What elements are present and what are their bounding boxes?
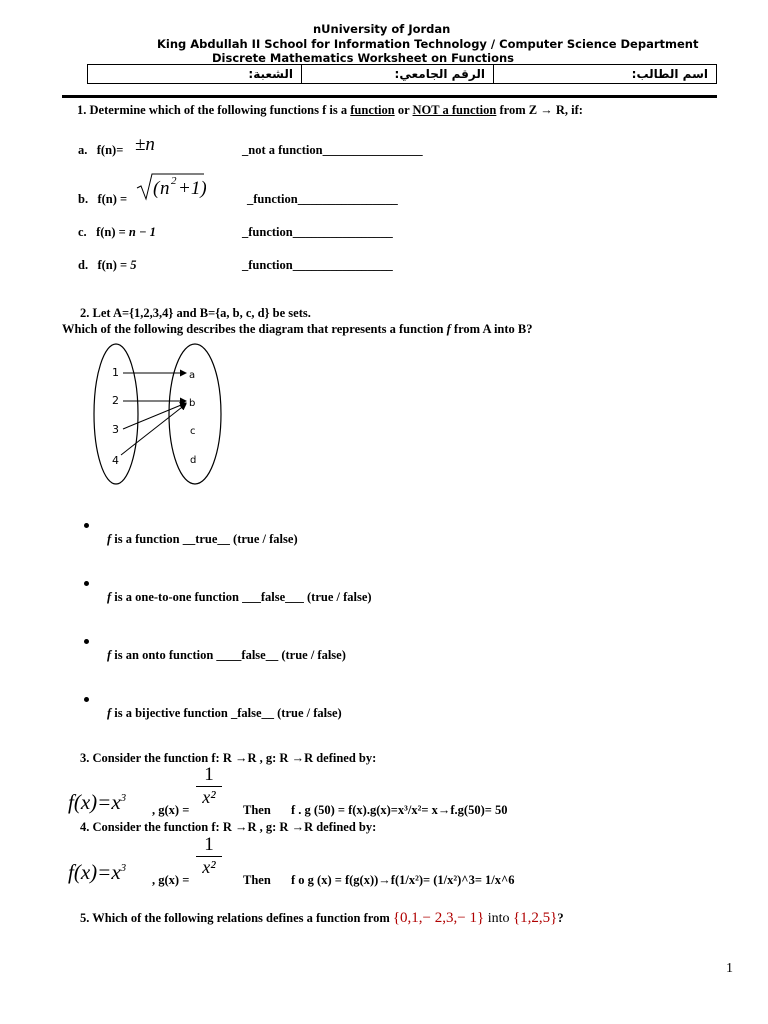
function-mapping-diagram <box>88 341 230 487</box>
mapping-arrow <box>123 403 186 429</box>
q3-result: f . g (50) = f(x).g(x)=x³/x²= x→f.g(50)= 50 <box>291 803 508 817</box>
q1b-label: b. f(n) = <box>78 192 128 206</box>
set-a-element: 4 <box>112 454 119 467</box>
q4-gx-label: , g(x) = <box>152 873 190 887</box>
set-b-element: a <box>189 370 196 381</box>
worksheet-title: Discrete Mathematics Worksheet on Functions <box>212 51 515 65</box>
set-a-element: 3 <box>112 423 119 436</box>
q1b-answer: _function________________ <box>247 192 398 206</box>
q1c-label: c. f(n) = n − 1 <box>78 225 156 239</box>
svg-text:2: 2 <box>171 175 177 187</box>
q3-fx: $f(x)=x^3$ <box>68 790 127 814</box>
q4-fraction: 1 x² <box>196 834 222 878</box>
page-number: 1 <box>726 961 733 976</box>
statement-onto: f is an onto function ____false__ (true / false) <box>107 648 346 662</box>
set-b-element: b <box>189 398 196 409</box>
statement-one-to-one: f is a one-to-one function ___false___ (true / false) <box>107 590 372 604</box>
mapping-diagram <box>88 341 230 492</box>
q2-prompt: Which of the following describes the diagram that represents a function f from A into B? <box>62 322 533 336</box>
q4-result: f o g (x) = f(g(x))→f(1/x²)= (1/x²)^3= 1/x^6 <box>291 873 515 887</box>
header-divider <box>62 95 717 98</box>
student-info-table <box>87 64 717 84</box>
q1a-expression: ±n <box>135 134 155 155</box>
section-field: الشعبة: <box>88 65 302 84</box>
svg-text:n: n <box>160 178 170 199</box>
q1c-answer: _function________________ <box>242 225 393 239</box>
svg-text:(: ( <box>153 178 160 199</box>
student-id-field: الرقم الجامعي: <box>302 65 494 84</box>
q3-gx-label: , g(x) = <box>152 803 190 817</box>
q1a-answer: _not a function________________ <box>242 143 423 157</box>
bullet <box>84 581 89 586</box>
q1-prompt: 1. Determine which of the following functions f is a function or NOT a function from Z → R, if: <box>77 103 583 117</box>
bullet <box>84 697 89 702</box>
q4-then: Then <box>243 873 271 887</box>
q5-prompt: 5. Which of the following relations defines a function from {0,1,− 2,3,− 1} into {1,2,5}? <box>80 910 564 926</box>
student-name-field: اسم الطالب: <box>494 65 717 84</box>
mapping-arrow <box>121 404 186 455</box>
university-title: nUniversity of Jordan <box>313 22 451 36</box>
q2-intro: 2. Let A={1,2,3,4} and B={a, b, c, d} be sets. <box>80 306 311 320</box>
statement-bijective: f is a bijective function _false__ (true / false) <box>107 706 342 720</box>
bullet <box>84 523 89 528</box>
q3-prompt: 3. Consider the function f: R →R , g: R →R defined by: <box>80 751 377 765</box>
set-a-element: 1 <box>112 366 119 379</box>
q1d-answer: _function________________ <box>242 258 393 272</box>
svg-text:+1): +1) <box>178 178 206 199</box>
sqrt-expression-icon <box>136 172 206 202</box>
school-department-title: King Abdullah II School for Information Technology / Computer Science Department <box>157 37 699 51</box>
q1d-label: d. f(n) = 5 <box>78 258 137 272</box>
q4-prompt: 4. Consider the function f: R →R , g: R →R defined by: <box>80 820 377 834</box>
q1b-expression <box>136 172 206 208</box>
q3-fraction: 1 x² <box>196 764 222 808</box>
set-a-element: 2 <box>112 394 119 407</box>
statement-function: f is a function __true__ (true / false) <box>107 532 298 546</box>
q3-then: Then <box>243 803 271 817</box>
set-b-element: c <box>190 426 196 437</box>
set-b-element: d <box>190 455 197 466</box>
q4-fx: $f(x)=x^3$ <box>68 860 127 884</box>
q1a-label: a. f(n)= <box>78 143 124 157</box>
bullet <box>84 639 89 644</box>
